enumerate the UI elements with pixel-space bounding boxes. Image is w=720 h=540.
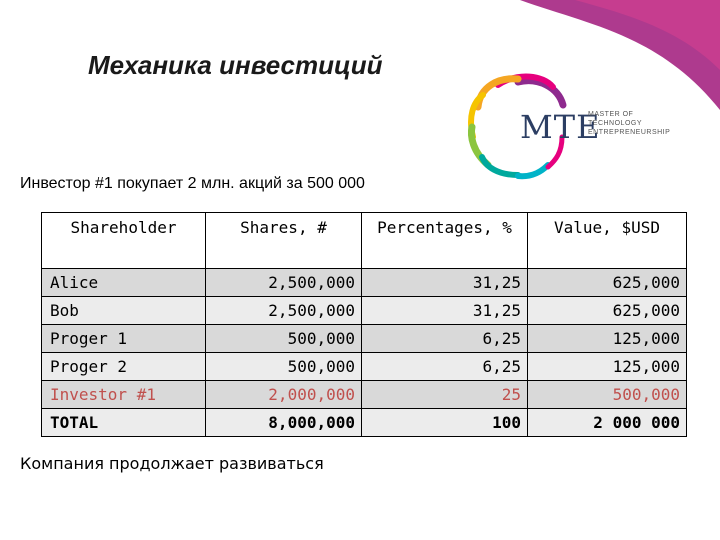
shareholder-name: Proger 2 (42, 353, 206, 381)
logo-wordmark: MTE (520, 108, 601, 146)
table-row (42, 353, 687, 381)
shares-cell: 500,000 (206, 353, 362, 381)
column-header-shareholder: Shareholder (42, 213, 206, 269)
value-cell: 625,000 (528, 269, 687, 297)
shareholders-table (41, 212, 687, 437)
shares-cell: 2,000,000 (206, 381, 362, 409)
percentage-cell: 31,25 (362, 297, 528, 325)
table-row (42, 269, 687, 297)
shareholder-name: Alice (42, 269, 206, 297)
column-header-value: Value, $USD (528, 213, 687, 269)
table-row-total (42, 409, 687, 437)
percentage-cell: 25 (362, 381, 528, 409)
value-cell: 625,000 (528, 297, 687, 325)
value-cell: 125,000 (528, 353, 687, 381)
slide-subtitle: Инвестор #1 покупает 2 млн. акций за 500 000 (20, 175, 365, 192)
table-header-row (42, 213, 687, 269)
value-cell: 125,000 (528, 325, 687, 353)
table-row-investor (42, 381, 687, 409)
total-label: TOTAL (42, 409, 206, 437)
table-row (42, 297, 687, 325)
shareholder-name: Bob (42, 297, 206, 325)
shareholder-name: Proger 1 (42, 325, 206, 353)
slide-title: Механика инвестиций (88, 50, 383, 80)
total-value: 2 000 000 (528, 409, 687, 437)
table-row (42, 325, 687, 353)
total-percentage: 100 (362, 409, 528, 437)
slide-footer-text: Компания продолжает развиваться (20, 454, 324, 473)
shareholder-name: Investor #1 (42, 381, 206, 409)
column-header-percentages: Percentages, % (362, 213, 528, 269)
percentage-cell: 6,25 (362, 325, 528, 353)
shares-cell: 2,500,000 (206, 297, 362, 325)
total-shares: 8,000,000 (206, 409, 362, 437)
percentage-cell: 31,25 (362, 269, 528, 297)
percentage-cell: 6,25 (362, 353, 528, 381)
logo-tagline: MASTER OF TECHNOLOGY ENTREPRENEURSHIP (588, 111, 671, 136)
value-cell: 500,000 (528, 381, 687, 409)
shares-cell: 500,000 (206, 325, 362, 353)
shares-cell: 2,500,000 (206, 269, 362, 297)
column-header-shares: Shares, # (206, 213, 362, 269)
